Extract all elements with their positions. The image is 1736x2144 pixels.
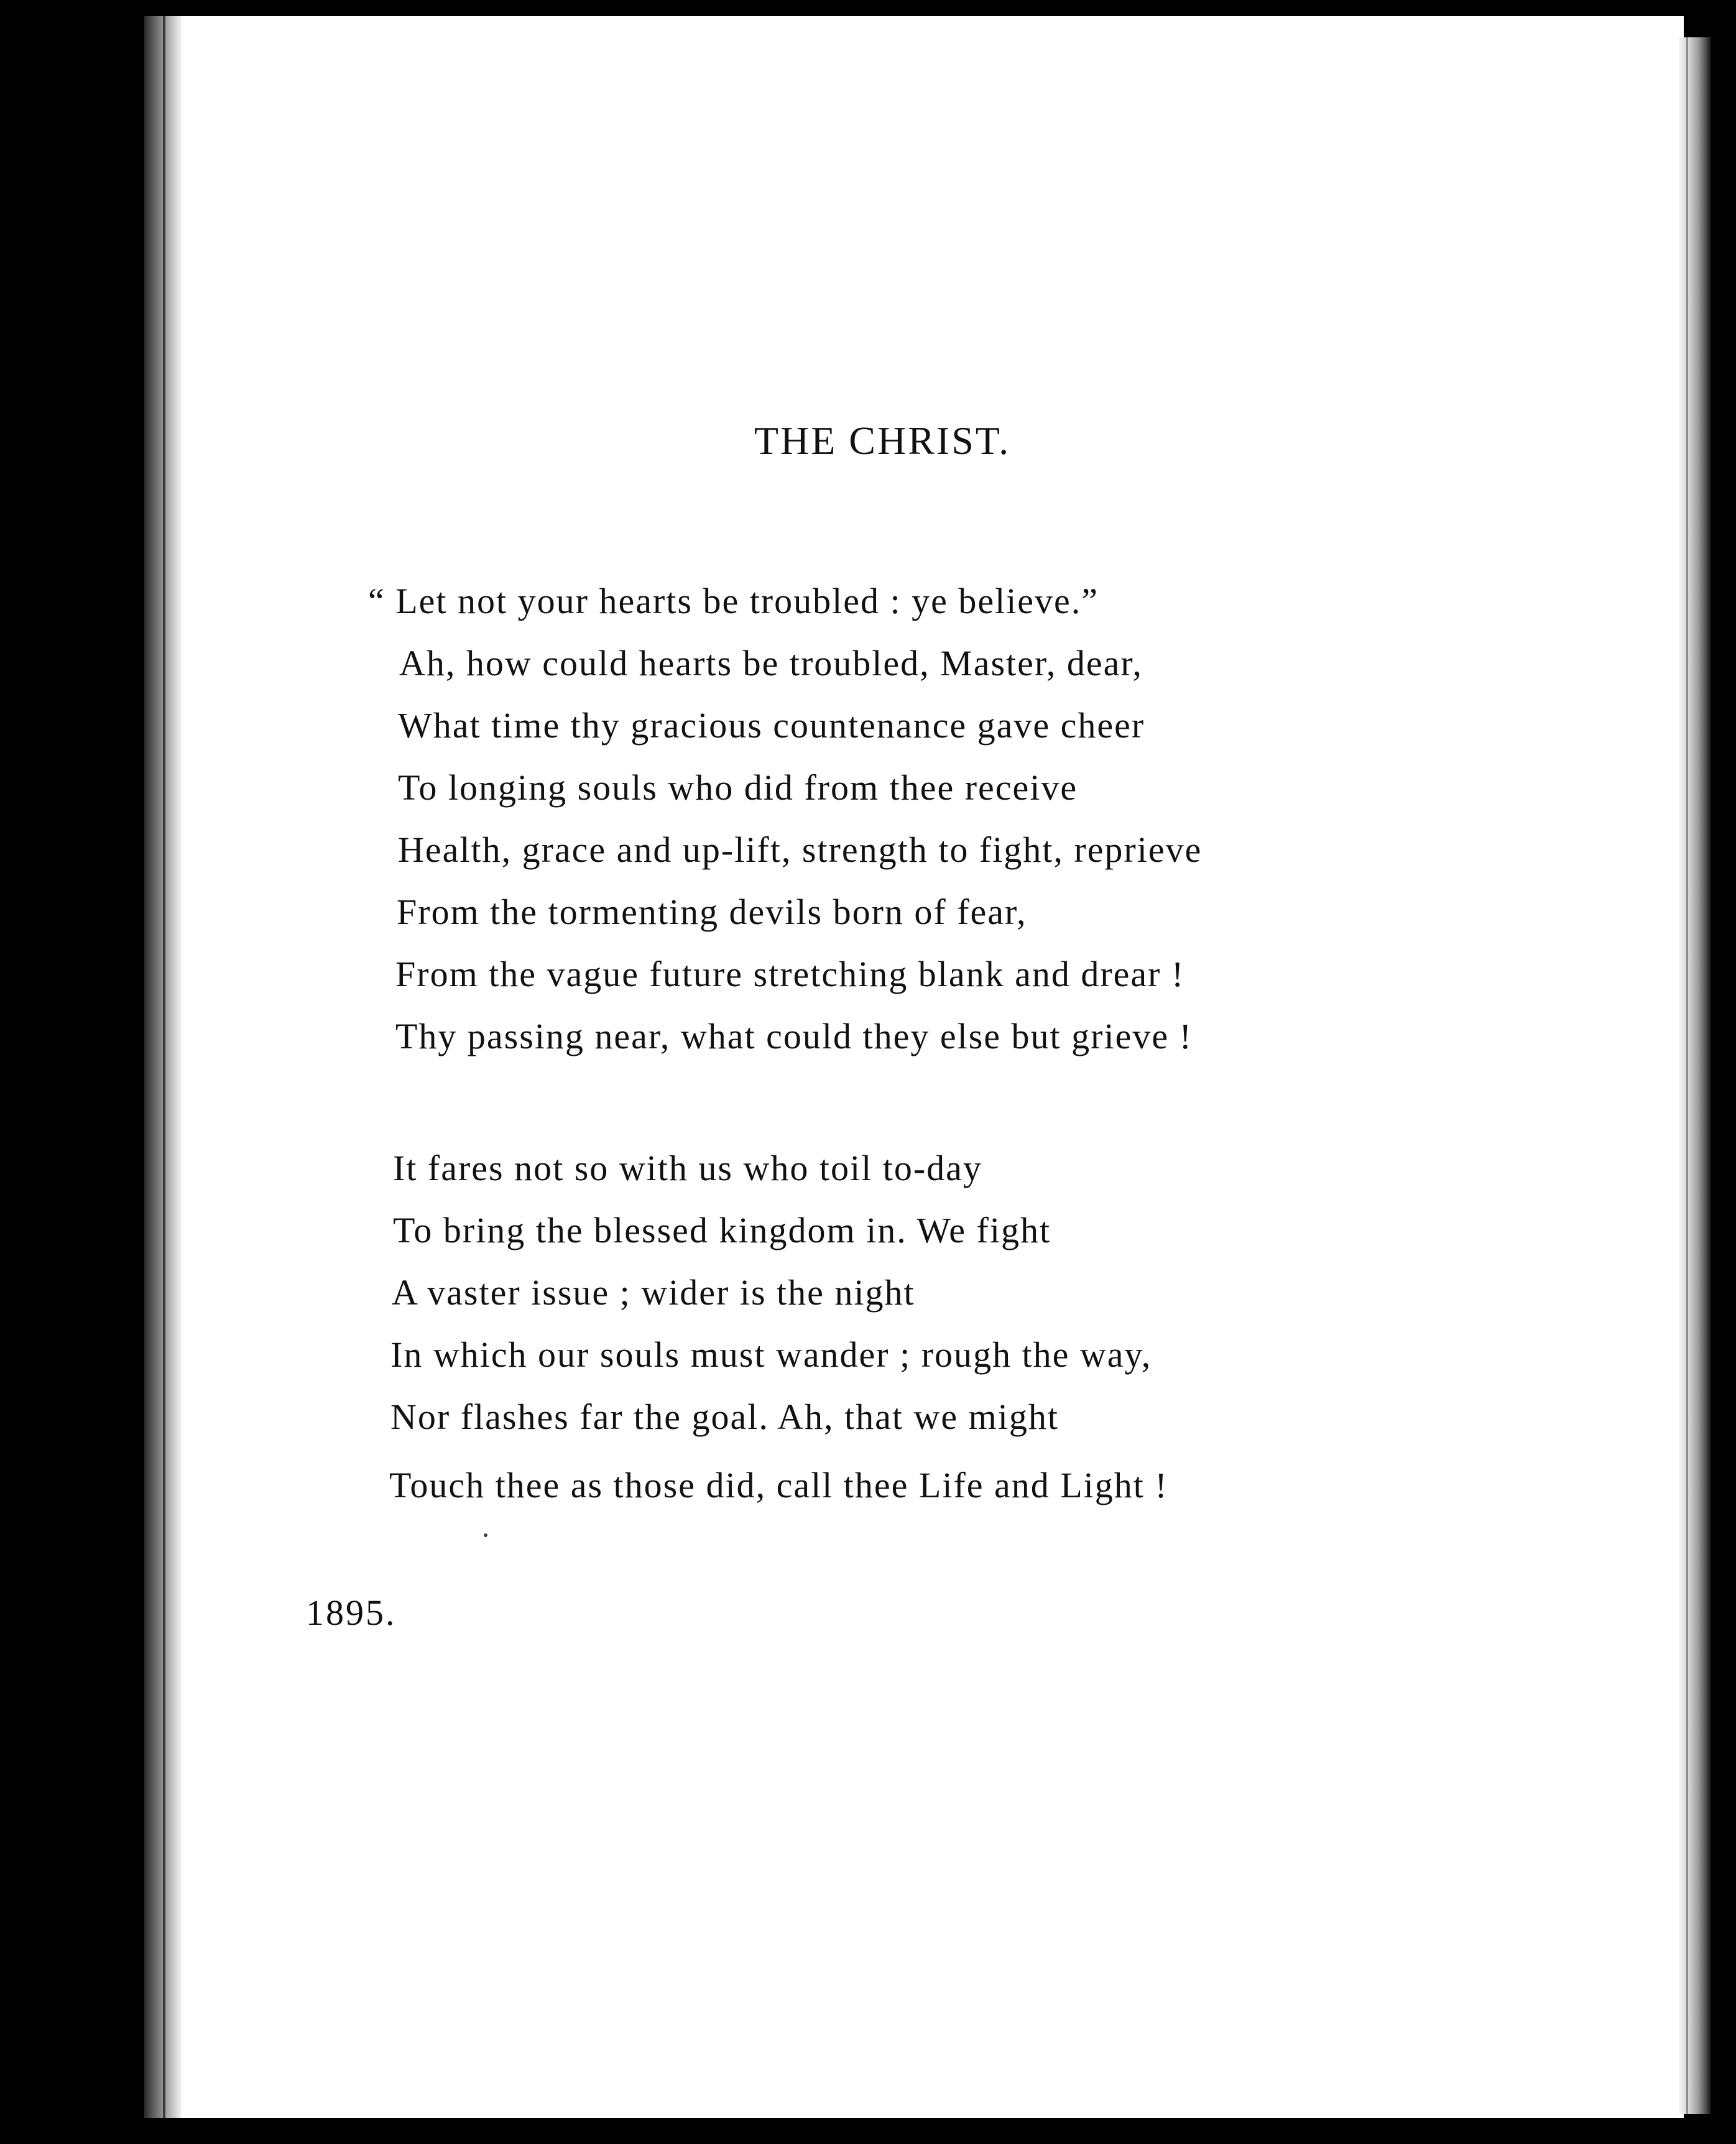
gutter-line <box>163 16 165 2118</box>
poem-line: Thy passing near, what could they else but grieve ! <box>395 1016 1193 1056</box>
poem-line: What time thy gracious countenance gave cheer <box>398 705 1145 746</box>
poem-line: From the vague future stretching blank and drear ! <box>395 954 1185 994</box>
book-page <box>182 16 1684 2118</box>
poem-line: Touch thee as those did, call thee Life and Light ! <box>389 1465 1168 1505</box>
poem-line: A vaster issue ; wider is the night <box>392 1272 915 1313</box>
poem-line: Nor flashes far the goal. Ah, that we might <box>390 1397 1059 1437</box>
poem-year: 1895. <box>306 1592 397 1633</box>
stray-ink-dot <box>484 1533 487 1537</box>
page-stack-edge <box>1679 37 1711 2114</box>
poem-line: From the tormenting devils born of fear, <box>397 892 1027 932</box>
poem-title: THE CHRIST. <box>754 418 1011 463</box>
poem-line: Health, grace and up-lift, strength to fight, reprieve <box>398 829 1203 870</box>
poem-line: It fares not so with us who toil to-day <box>393 1148 982 1188</box>
poem-line: In which our souls must wander ; rough the way, <box>390 1334 1152 1375</box>
page-edge-line <box>1686 37 1688 2114</box>
poem-line: Ah, how could hearts be troubled, Master, dear, <box>399 643 1143 683</box>
poem-line: To longing souls who did from thee receive <box>398 767 1078 808</box>
poem-line: To bring the blessed kingdom in. We fight <box>393 1210 1051 1250</box>
poem-line: “ Let not your hearts be troubled : ye believe.” <box>368 581 1099 621</box>
